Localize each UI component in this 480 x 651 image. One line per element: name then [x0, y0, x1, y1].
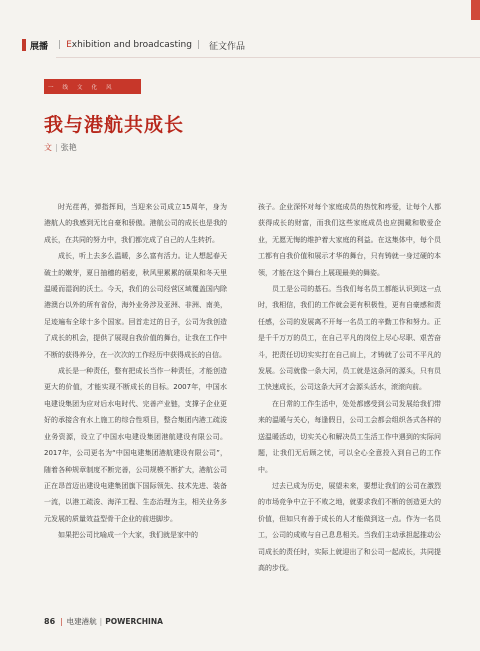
header-section-en — [66, 40, 192, 50]
article-byline — [44, 142, 77, 153]
paragraph: 时光荏苒，弹指挥间，当迎来公司成立15周年，身为港航人的我感到无比自豪和骄傲。港航公司的成长也是我的成长，在共同的努力中，我们都完成了自己的人生转折。 — [44, 203, 227, 244]
page-header — [22, 38, 245, 52]
header-column-name: 征文作品 — [208, 41, 245, 52]
paragraph: 成长是一种责任，整有把成长当作一种责任，才能创造更大的价值，才能实现不断成长的目标。2007年，中国水电建设集团为应对后水电时代、完善产业链，支撑子企业更好的承接含有水上施工的综合性项目，整合集团内港工疏浚业务资源，设立了中国水电建设集团港航建设有限公司。2017年，公司更名为“中国电建集团港航建设有限公司”，随着各种规章制度不断完善，公司规模不断扩大，港航公司正在昂首迈出建设电建集团旗下国际领先、技术先进、装备一流，以港工疏浚、海洋工程、生态治理为主，相关业务多元发展的质量效益型骨干企业的前进脚步。 — [44, 367, 227, 523]
section-tag: 一线文化风 — [44, 79, 141, 94]
header-section-en-initial: E — [66, 40, 72, 50]
magazine-name: 电建港航 — [66, 617, 97, 626]
byline-divider: | — [55, 143, 58, 152]
brand-name: POWERCHINA — [105, 617, 163, 626]
text-column-left — [44, 199, 227, 544]
text-column-right — [258, 199, 441, 576]
page-number: 86 — [44, 617, 56, 626]
header-rule — [56, 57, 480, 58]
paragraph: 在日常的工作生活中，处处都感受到公司发展给我们带来的温暖与关心，每逢假日，公司工会都会组织各式各样的送温暖活动，切实关心和解决员工生活工作中遇到的实际问题，让我们无后顾之忧，可以全心全意投入到自己的工作中。 — [258, 399, 441, 474]
header-accent-bar — [22, 39, 26, 51]
paragraph: 如果把公司比喻成一个大家，我们就是家中的 — [58, 531, 198, 540]
header-section-cn: 展播 — [30, 41, 49, 52]
paragraph: 过去已成为历史，展望未来，要想让我们的公司在激烈的市场竞争中立于不败之地，就要求我们不断的创造更大的价值，但如只有善于成长的人才能做到这一点。作为一名员工，公司的成败与自己息息相关。当我们主动承担起推动公司成长的责任时，实际上就迎出了和公司一起成长，共同提高的步伐。 — [258, 481, 441, 572]
footer-divider: | — [60, 617, 63, 626]
header-section-en-rest: xhibition and broadcasting — [71, 40, 192, 50]
footer-divider-2: | — [99, 617, 103, 626]
paragraph: 孩子。企业深怀对每个家庭成员的热忱和疼爱，让每个人都获得成长的财富，而我们这些家庭成员也应拥戴和敬爱企业，无愿无悔的维护着大家庭的利益。在这集体中，每个员工都有自我价值和展示才华的舞台，只有铸就一身过硬的本领，才能在这个舞台上展现最美的舞姿。 — [258, 203, 441, 277]
header-divider: | — [58, 40, 62, 50]
edge-tab-marker — [471, 0, 480, 20]
paragraph: 员工是公司的基石。当我们每名员工都能认识到这一点时，我相信，我们的工作就会更有积极性，更有自豪感和责任感，公司的发展离不开每一名员工的辛勤工作和努力。正是千千万万的员工，在自己平凡的岗位上尽心尽职、艰苦奋斗，把责任切切实实打在自己肩上，才铸就了公司不平凡的发展。公司就像一条大河，员工就是这条河的源头，只有员工快速成长，公司这条大河才会源头活水，滚滚向前。 — [258, 285, 441, 392]
page-footer — [44, 616, 163, 627]
header-divider-2: | — [196, 40, 200, 50]
article-title: 我与港航共成长 — [44, 114, 185, 136]
paragraph: 成长，听上去多么温暖，多么富有活力。让人想起春天破土的嫩芽，夏日抽穗的稻麦，秋风里累累的硕果和冬天里温暖而湿润的沃土。今天，我们的公司经营区域覆盖国内除港澳台以外的所有省份，海外业务涉及亚洲、非洲、南美，足迹遍布全球十多个国家。回首走过的日子，公司为我创造了成长的机会，提供了展现自我价值的舞台，让我在工作中不断的获得养分，在一次次的工作经历中获得成长的自信。 — [44, 252, 227, 359]
author-label: 文 — [44, 143, 52, 152]
author-name: 张艳 — [60, 143, 77, 152]
